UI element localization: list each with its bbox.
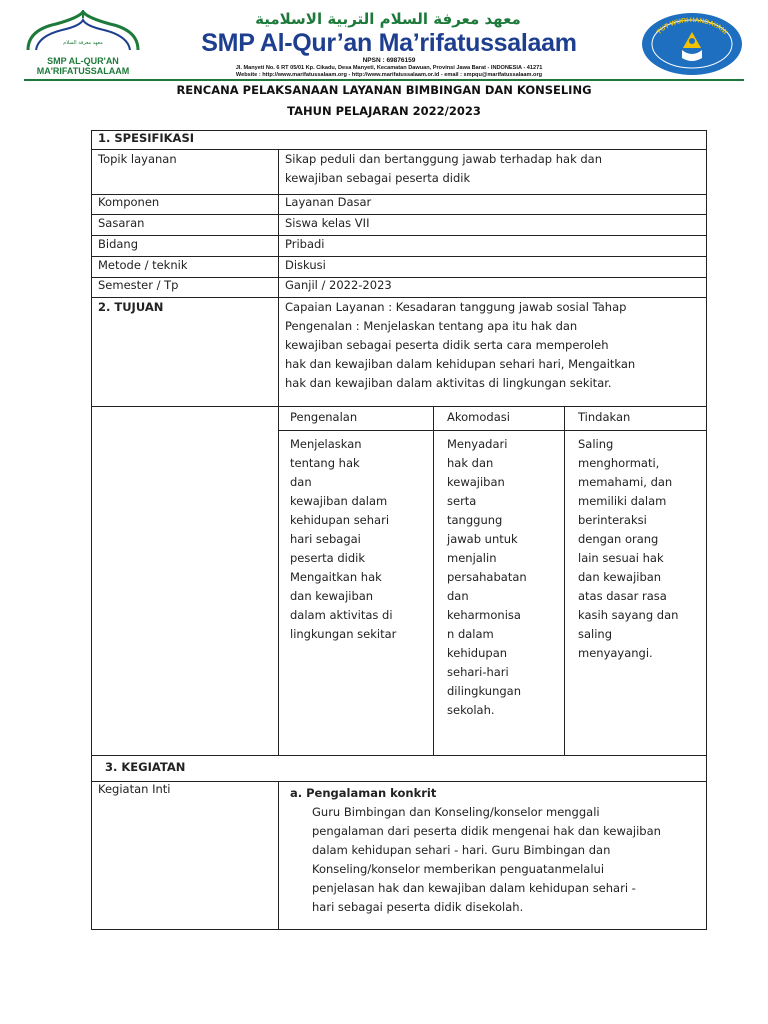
table-border — [91, 194, 707, 195]
table-border — [706, 130, 707, 930]
school-logo — [22, 10, 144, 76]
stage-line: dalam aktivitas di — [290, 608, 393, 622]
section-header-spesifikasi: 1. SPESIFIKASI — [98, 131, 195, 145]
logo-text-line2: MA'RIFATUSSALAAM — [36, 66, 130, 76]
section-header-tujuan: 2. TUJUAN — [98, 300, 164, 314]
stage-content-akomodasi — [447, 435, 527, 720]
kegiatan-line: dalam kehidupan sehari - hari. Guru Bimbingan dan — [312, 843, 611, 857]
table-border — [91, 130, 92, 930]
stage-header-tindakan: Tindakan — [578, 410, 631, 424]
kegiatan-line: hari sebagai peserta didik disekolah. — [312, 900, 524, 914]
arabic-school-name: معهد معرفة السلام التربية الاسلامية — [255, 10, 521, 28]
section-header-kegiatan: 3. KEGIATAN — [105, 760, 186, 774]
tut-wuri-text: TUT WURI HANDAYANI — [655, 16, 729, 36]
kegiatan-line: penjelasan hak dan kewajiban dalam kehidupan sehari - — [312, 881, 636, 895]
kegiatan-item-title: a. Pengalaman konkrit — [290, 786, 437, 800]
stage-line: keharmonisa — [447, 608, 521, 622]
stage-line: sekolah. — [447, 703, 495, 717]
row-label-topik: Topik layanan — [98, 152, 177, 166]
tujuan-line: kewajiban sebagai peserta didik serta cara memperoleh — [285, 338, 609, 352]
kegiatan-label: Kegiatan Inti — [98, 782, 171, 796]
mosque-dome-icon — [22, 10, 144, 56]
school-name: SMP Al-Qur’an Ma’rifatussalaam — [201, 29, 577, 57]
kegiatan-line: Konseling/konselor memberikan penguatanmelalui — [312, 862, 605, 876]
stage-line: tentang hak — [290, 456, 360, 470]
stage-line: tanggung — [447, 513, 503, 527]
tujuan-line: Capaian Layanan : Kesadaran tanggung jawab sosial Tahap — [285, 300, 627, 314]
table-border — [91, 214, 707, 215]
stage-line: persahabatan — [447, 570, 527, 584]
stage-content-tindakan — [578, 435, 678, 663]
table-border — [91, 755, 707, 756]
row-label-bidang: Bidang — [98, 237, 139, 251]
stage-line: hari sebagai — [290, 532, 361, 546]
table-border — [91, 256, 707, 257]
row-value-topik — [285, 150, 602, 188]
stage-header-akomodasi: Akomodasi — [447, 410, 510, 424]
stage-line: sehari-hari — [447, 665, 509, 679]
stage-line: kehidupan — [447, 646, 508, 660]
stage-line: jawab untuk — [447, 532, 518, 546]
stage-header-pengenalan: Pengenalan — [290, 410, 358, 424]
stage-line: dengan orang — [578, 532, 659, 546]
stage-line: dan — [447, 589, 469, 603]
table-border — [91, 277, 707, 278]
row-label-komponen: Komponen — [98, 195, 160, 209]
stage-line: Menyadari — [447, 437, 508, 451]
tut-wuri-handayani-logo — [640, 12, 744, 80]
value-line: Sikap peduli dan bertanggung jawab terhadap hak dan — [285, 152, 603, 166]
kegiatan-item-text — [312, 803, 661, 917]
stage-line: n dalam — [447, 627, 494, 641]
tujuan-text — [285, 298, 635, 393]
kegiatan-line: Guru Bimbingan dan Konseling/konselor menggali — [312, 805, 600, 819]
stage-line: dan — [290, 475, 312, 489]
stage-line: saling — [578, 627, 613, 641]
stage-line: peserta didik — [290, 551, 366, 565]
value-line: kewajiban sebagai peserta didik — [285, 171, 471, 185]
row-value-bidang: Pribadi — [285, 237, 325, 251]
stage-line: kehidupan sehari — [290, 513, 390, 527]
stage-line: Menjelaskan — [290, 437, 362, 451]
row-value-metode: Diskusi — [285, 258, 326, 272]
stage-line: dilingkungan — [447, 684, 521, 698]
table-border — [91, 929, 707, 930]
stage-line: hak dan — [447, 456, 494, 470]
stage-line: Saling — [578, 437, 614, 451]
school-address — [166, 65, 612, 79]
table-border — [278, 430, 707, 431]
row-value-sasaran: Siswa kelas VII — [285, 216, 370, 230]
table-border — [278, 149, 279, 756]
logo-text-line1: SMP AL-QUR'AN — [47, 56, 119, 66]
stage-line: berinteraksi — [578, 513, 647, 527]
tujuan-line: Pengenalan : Menjelaskan tentang apa itu hak dan — [285, 319, 578, 333]
stage-line: memahami, dan — [578, 475, 673, 489]
table-border — [278, 781, 279, 930]
document-year: TAHUN PELAJARAN 2022/2023 — [287, 104, 481, 118]
table-border — [91, 235, 707, 236]
stage-content-pengenalan — [290, 435, 396, 644]
letterhead-divider — [24, 79, 744, 81]
stage-line: menghormati, — [578, 456, 660, 470]
row-label-semester: Semester / Tp — [98, 278, 179, 292]
stage-line: dan kewajiban — [290, 589, 374, 603]
table-border — [91, 406, 707, 407]
stage-line: serta — [447, 494, 477, 508]
tut-wuri-emblem-icon — [640, 12, 744, 76]
stage-line: kewajiban — [447, 475, 505, 489]
svg-text:معهد معرفة السلام: معهد معرفة السلام — [63, 40, 103, 46]
table-border — [564, 406, 565, 756]
kegiatan-line: pengalaman dari peserta didik mengenai hak dan kewajiban — [312, 824, 661, 838]
stage-line: Mengaitkan hak — [290, 570, 382, 584]
stage-line: lain sesuai hak — [578, 551, 664, 565]
stage-line: menjalin — [447, 551, 497, 565]
tujuan-line: hak dan kewajiban dalam kehidupan sehari hari, Mengaitkan — [285, 357, 636, 371]
document-title: RENCANA PELAKSANAAN LAYANAN BIMBINGAN DAN KONSELING — [176, 83, 592, 97]
website-line: Website : http://www.marifatussalaam.org - http://www.marifatussalaam.or.id - email : smpqu@marifatussalaam.org — [235, 72, 543, 78]
row-label-metode: Metode / teknik — [98, 258, 188, 272]
stage-line: kasih sayang dan — [578, 608, 679, 622]
stage-line: atas dasar rasa — [578, 589, 667, 603]
npsn: NPSN : 69876159 — [362, 57, 416, 64]
address-line: Jl. Manyeti No. 6 RT 05/01 Kp. Cikadu, Desa Manyeti, Kecamatan Dawuan, Provinsi Jawa Barat - INDONESIA - 41271 — [235, 65, 543, 71]
letterhead — [0, 0, 768, 82]
tujuan-line: hak dan kewajiban dalam aktivitas di lingkungan sekitar. — [285, 376, 612, 390]
row-label-sasaran: Sasaran — [98, 216, 145, 230]
table-border — [91, 781, 707, 782]
table-border — [433, 406, 434, 756]
stage-line: memiliki dalam — [578, 494, 667, 508]
stage-line: lingkungan sekitar — [290, 627, 397, 641]
row-value-semester: Ganjil / 2022-2023 — [285, 278, 392, 292]
stage-line: dan kewajiban — [578, 570, 662, 584]
row-value-komponen: Layanan Dasar — [285, 195, 372, 209]
stage-line: menyayangi. — [578, 646, 653, 660]
stage-line: kewajiban dalam — [290, 494, 388, 508]
